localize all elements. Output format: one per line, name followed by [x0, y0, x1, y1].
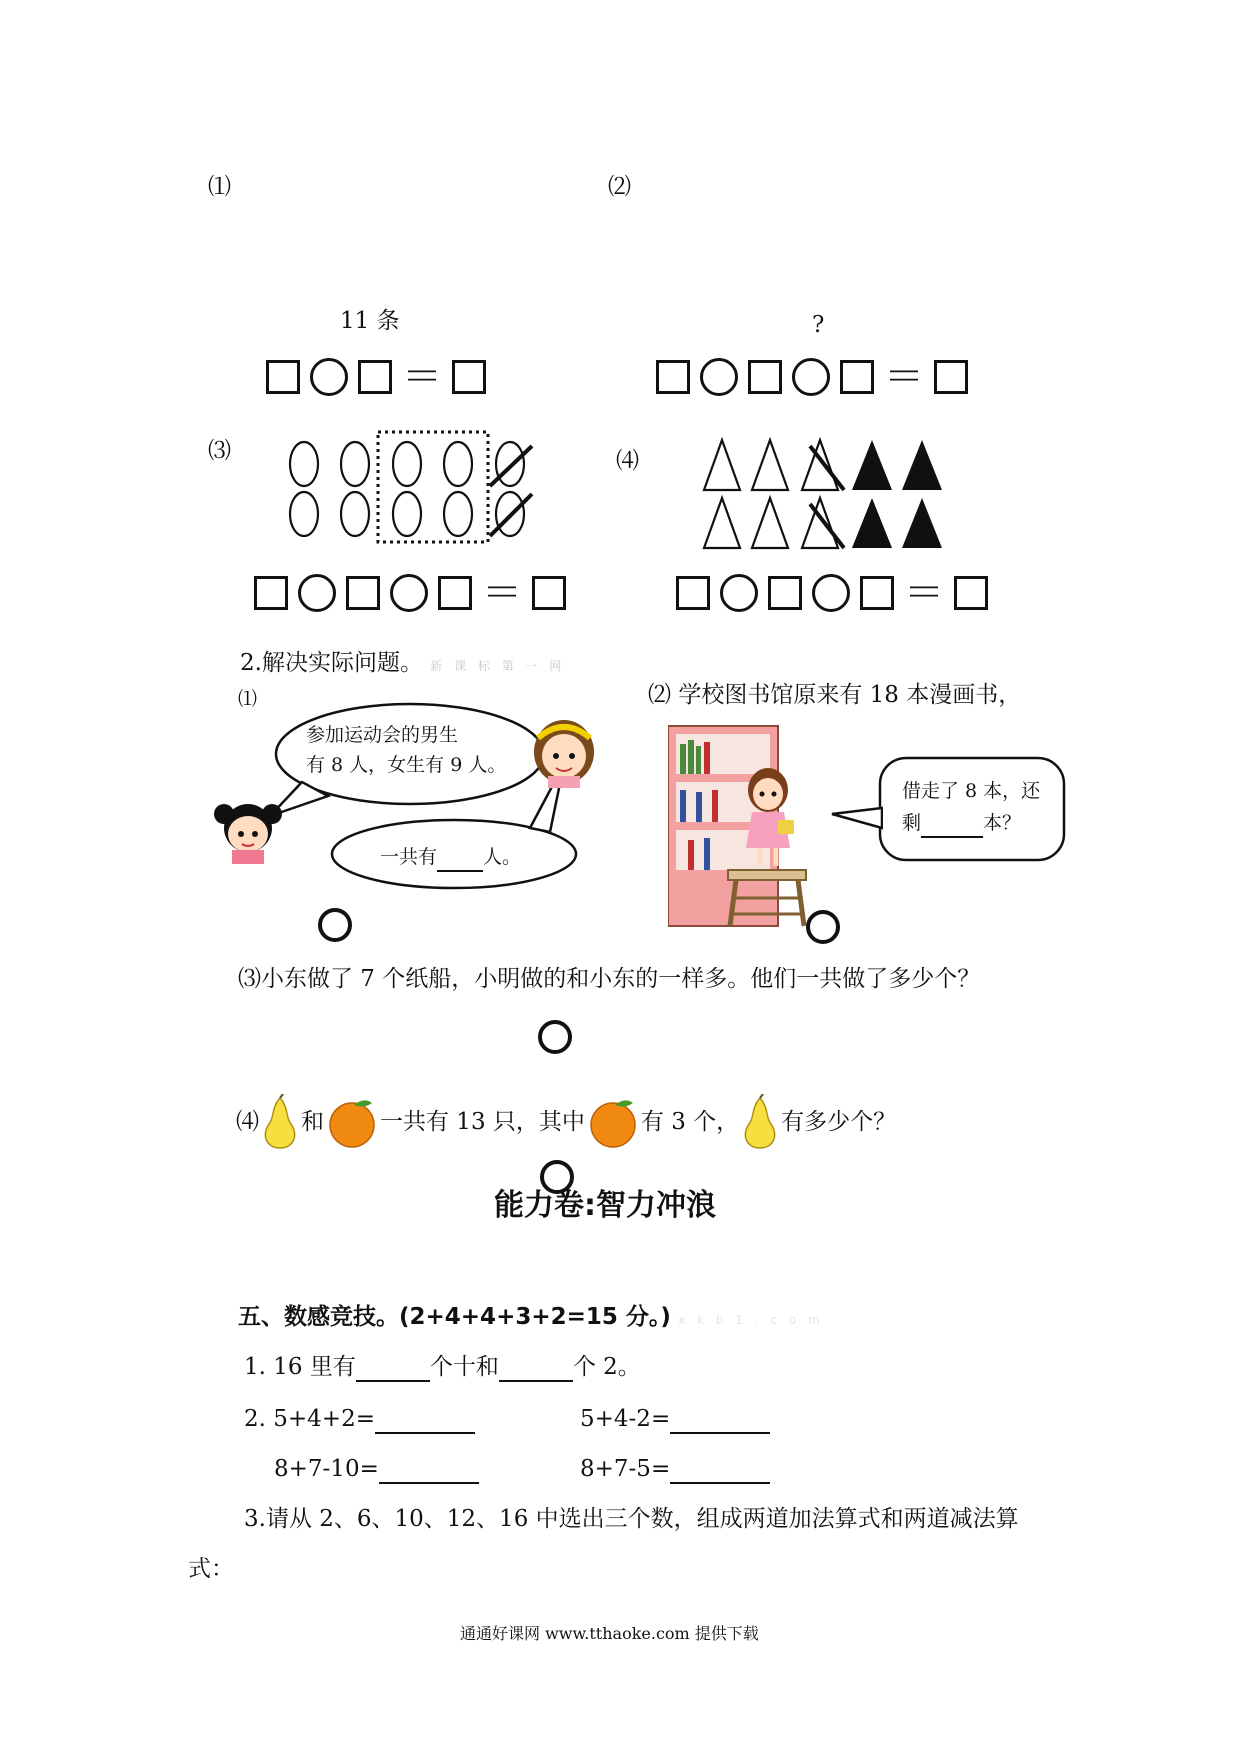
- expression-4: 8+7-5=: [580, 1456, 671, 1482]
- answer-blank[interactable]: [921, 814, 983, 838]
- equals-sign: ＝: [904, 570, 944, 616]
- operator-circle[interactable]: [298, 574, 336, 612]
- watermark-text: 新 课 标 第 一 网: [430, 659, 566, 673]
- answer-box[interactable]: [346, 576, 380, 610]
- equals-sign: ＝: [402, 354, 442, 400]
- ability-title: 能力卷:智力冲浪: [494, 1188, 716, 1223]
- question-5-3-line-2: 式：: [188, 1556, 234, 1582]
- answer-box[interactable]: [358, 360, 392, 394]
- problem-label-1: ⑴: [238, 688, 258, 710]
- operator-circle[interactable]: [390, 574, 428, 612]
- answer-blank[interactable]: [375, 1408, 475, 1434]
- q1-text-c: 个 2。: [572, 1354, 641, 1380]
- answer-ring[interactable]: [538, 1020, 572, 1054]
- operator-circle[interactable]: [812, 574, 850, 612]
- bubble-2-pre: 一共有: [380, 846, 438, 868]
- orange-icon: [585, 1095, 641, 1149]
- question-5-2-row-1: [244, 1404, 475, 1434]
- question-5-3-line-1: 3.请从 2、6、10、12、16 中选出三个数，组成两道加法算式和两道减法算: [244, 1506, 1019, 1532]
- answer-box[interactable]: [860, 576, 894, 610]
- bubble-2-text: [380, 842, 521, 872]
- operator-circle[interactable]: [700, 358, 738, 396]
- answer-blank[interactable]: [499, 1358, 573, 1382]
- equation-template-3: [254, 570, 566, 616]
- question-5-1: [244, 1352, 641, 1382]
- caption-question-mark: ?: [812, 312, 825, 338]
- q1-number: 1.: [244, 1354, 266, 1380]
- equation-template-4: [676, 570, 988, 616]
- section-2-title-text: 2.解决实际问题。: [240, 650, 423, 676]
- problem-4-text-2: 一共有 13 只，其中: [380, 1109, 585, 1135]
- answer-box[interactable]: [452, 360, 486, 394]
- question-label-1: ⑴: [208, 174, 231, 200]
- problem-4-line: [236, 1094, 896, 1150]
- bubble-3-post: 本？: [983, 812, 1022, 834]
- problem-2-line: [648, 680, 1021, 710]
- answer-box[interactable]: [532, 576, 566, 610]
- problem-2-label: ⑵: [648, 682, 671, 708]
- triangles-illustration: [700, 436, 960, 556]
- answer-box[interactable]: [768, 576, 802, 610]
- problem-4-label: ⑷: [236, 1109, 259, 1135]
- answer-box[interactable]: [438, 576, 472, 610]
- answer-box[interactable]: [266, 360, 300, 394]
- expression-3: 8+7-10=: [274, 1456, 379, 1482]
- answer-ring[interactable]: [318, 908, 352, 942]
- bubble-3-line-2: [902, 808, 1021, 838]
- equation-template-1: [266, 354, 486, 400]
- operator-circle[interactable]: [792, 358, 830, 396]
- expression-1: 5+4+2=: [273, 1406, 375, 1432]
- answer-blank[interactable]: [670, 1458, 770, 1484]
- ovals-illustration: [280, 428, 550, 546]
- answer-ring[interactable]: [806, 910, 840, 944]
- question-5-2-row-1b: [580, 1404, 770, 1434]
- q1-text-b: 个十和: [429, 1354, 499, 1380]
- girl-headband-avatar: [528, 712, 598, 788]
- answer-box[interactable]: [656, 360, 690, 394]
- q1-text-a: 16 里有: [273, 1354, 356, 1380]
- question-label-2: ⑵: [608, 174, 631, 200]
- answer-box[interactable]: [954, 576, 988, 610]
- operator-circle[interactable]: [310, 358, 348, 396]
- q2-number: 2.: [244, 1406, 266, 1432]
- answer-blank[interactable]: [379, 1458, 479, 1484]
- bubble-2-post: 人。: [483, 846, 522, 868]
- problem-2-text: 学校图书馆原来有 18 本漫画书，: [678, 682, 1022, 708]
- bubble-1-line-1: 参加运动会的男生: [306, 724, 459, 746]
- watermark-text-2: x k b 1 . c o m: [678, 1313, 824, 1327]
- pear-icon: [739, 1094, 781, 1150]
- expression-2: 5+4-2=: [580, 1406, 671, 1432]
- orange-icon: [324, 1095, 380, 1149]
- bubble-3-line-1: 借走了 8 本，还: [902, 780, 1041, 802]
- section-5-title-line: [238, 1302, 824, 1335]
- answer-box[interactable]: [934, 360, 968, 394]
- problem-4-text-3: 有 3 个，: [640, 1109, 740, 1135]
- question-5-2-row-2: [274, 1454, 479, 1484]
- girl-buns-avatar: [212, 798, 284, 864]
- question-5-2-row-2b: [580, 1454, 770, 1484]
- section-2-title: [240, 648, 565, 681]
- equation-template-2: [656, 354, 968, 400]
- problem-3-text: ⑶小东做了 7 个纸船，小明做的和小东的一样多。他们一共做了多少个？: [238, 966, 981, 992]
- answer-blank[interactable]: [356, 1358, 430, 1382]
- answer-box[interactable]: [748, 360, 782, 394]
- problem-4-text-4: 有多少个？: [781, 1109, 897, 1135]
- problem-4-text-1: 和: [301, 1109, 324, 1135]
- answer-box[interactable]: [676, 576, 710, 610]
- equals-sign: ＝: [482, 570, 522, 616]
- answer-blank[interactable]: [437, 848, 483, 872]
- caption-11-tiao: 11 条: [340, 308, 400, 334]
- bubble-1-line-2: 有 8 人，女生有 9 人。: [306, 754, 507, 776]
- question-label-3: ⑶: [208, 438, 231, 464]
- equals-sign: ＝: [884, 354, 924, 400]
- pear-icon: [259, 1094, 301, 1150]
- page-footer: 通通好课网 www.tthaoke.com 提供下载: [460, 1624, 759, 1643]
- library-illustration: [668, 720, 834, 932]
- bubble-3-pre: 剩: [902, 812, 922, 834]
- question-label-4: ⑷: [616, 448, 639, 474]
- answer-blank[interactable]: [670, 1408, 770, 1434]
- answer-box[interactable]: [840, 360, 874, 394]
- answer-box[interactable]: [254, 576, 288, 610]
- operator-circle[interactable]: [720, 574, 758, 612]
- section-5-title: 五、数感竞技。(2+4+4+3+2=15 分。): [238, 1304, 671, 1330]
